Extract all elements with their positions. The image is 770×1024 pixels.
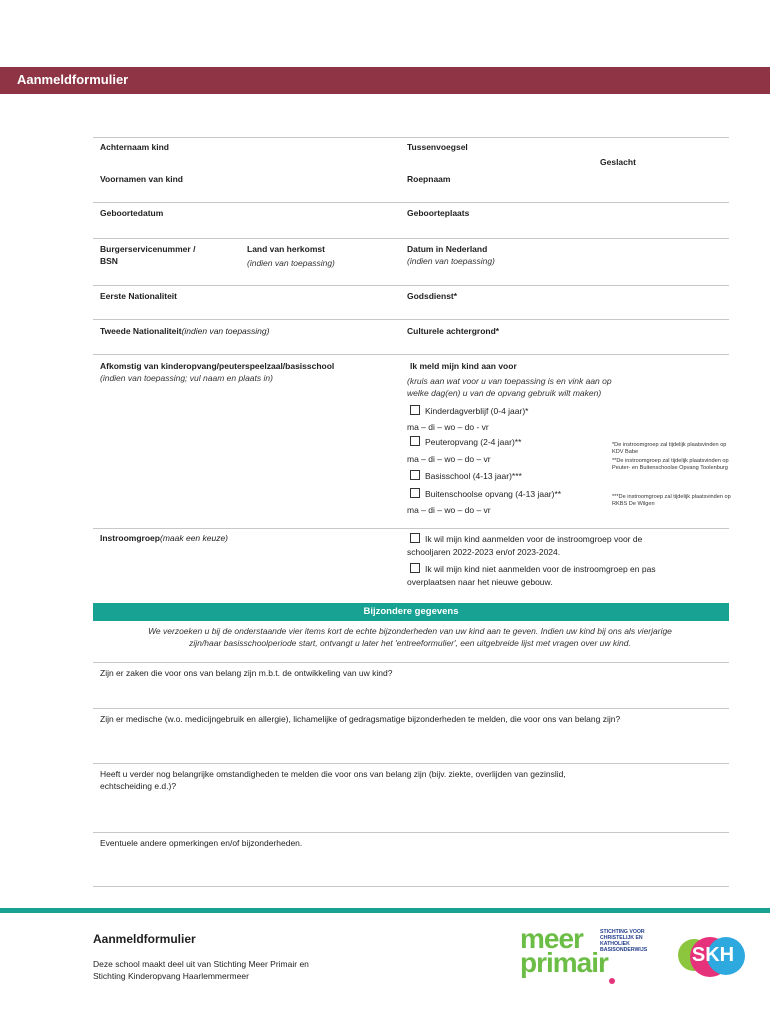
footer-text-2: Stichting Kinderopvang Haarlemmermeer [93, 971, 249, 981]
label-achternaam: Achternaam kind [100, 142, 169, 152]
label-eerste-nationaliteit: Eerste Nationaliteit [100, 291, 177, 301]
label-bsn: Burgerservicenummer / [100, 244, 196, 254]
footer-text-1: Deze school maakt deel uit van Stichting Meer Primair en [93, 959, 309, 969]
checkbox-bso[interactable] [410, 488, 420, 498]
label-bsn-2: BSN [100, 256, 118, 266]
label-geboorteplaats: Geboorteplaats [407, 208, 470, 218]
divider [93, 832, 729, 833]
label-tweede-nationaliteit-text: Tweede Nationaliteit [100, 326, 182, 336]
divider [93, 662, 729, 663]
aanmelden-note: (kruis aan wat voor u van toepassing is en vink aan op [407, 376, 612, 386]
logo-stichting-text [600, 929, 647, 953]
footer-line [0, 908, 770, 913]
divider [93, 137, 729, 138]
days-bso[interactable]: ma – di – wo – do – vr [407, 505, 491, 515]
option-basisschool: Basisschool (4-13 jaar)*** [425, 471, 522, 481]
question-3-line-1: Heeft u verder nog belangrijke omstandigheden te melden die voor ons van belang zijn (bijv. ziekte, overlijden van gezinslid, [100, 769, 566, 779]
checkbox-instroom-nee[interactable] [410, 563, 420, 573]
label-tweede-nationaliteit-note: (indien van toepassing) [181, 326, 270, 336]
question-2: Zijn er medische (w.o. medicijngebruik en allergie), lichamelijke of gedragsmatige bijzonderheden te melden, die voor ons van belang zijn? [100, 714, 621, 724]
checkbox-kinderdagverblijf[interactable] [410, 405, 420, 415]
section-intro [100, 625, 720, 649]
option-bso: Buitenschoolse opvang (4-13 jaar)** [425, 489, 562, 499]
divider [93, 354, 729, 355]
question-3 [100, 768, 720, 792]
label-tweede-nationaliteit [100, 326, 269, 336]
logo-primair: primair [520, 947, 608, 978]
section-title: Bijzondere gegevens [363, 606, 459, 617]
question-1: Zijn er zaken die voor ons van belang zijn m.b.t. de ontwikkeling van uw kind? [100, 668, 393, 678]
label-instroomgroep-text: Instroomgroep [100, 533, 160, 543]
divider [93, 528, 729, 529]
logo-line-4: BASISONDERWIJS [600, 947, 648, 953]
label-roepnaam: Roepnaam [407, 174, 451, 184]
option-instroom-nee: Ik wil mijn kind niet aanmelden voor de instroomgroep en pas [425, 564, 656, 574]
page-title: Aanmeldformulier [17, 72, 129, 87]
option-kinderdagverblijf: Kinderdagverblijf (0-4 jaar)* [425, 406, 529, 416]
checkbox-peuteropvang[interactable] [410, 436, 420, 446]
section-intro-2: zijn/haar basisschoolperiode start, ontvangt u later het 'entreeformulier', een uitgebreide lijst met vragen over uw kind. [189, 638, 631, 648]
option-instroom-ja-2: schooljaren 2022-2023 en/of 2023-2024. [407, 547, 561, 557]
divider [93, 285, 729, 286]
label-datum-nl-note: (indien van toepassing) [407, 256, 495, 266]
question-4: Eventuele andere opmerkingen en/of bijzonderheden. [100, 838, 303, 848]
label-geboortedatum: Geboortedatum [100, 208, 164, 218]
divider [93, 238, 729, 239]
logo-meer: meer [520, 923, 583, 954]
aanmelden-note-2: welke dag(en) u van de opvang gebruik wilt maken) [407, 388, 602, 398]
label-aanmelden: Ik meld mijn kind aan voor [410, 361, 517, 371]
footnote-3: ***De instroomgroep zal tijdelijk plaatsvinden op RKBS De Wilgen [612, 494, 731, 507]
footnote-2: **De instroomgroep zal tijdelijk plaatsvinden op Peuter- en Buitenschoolse Opvang Toolenburg [612, 458, 729, 471]
label-culturele-achtergrond: Culturele achtergrond* [407, 326, 500, 336]
logo-dot-icon [609, 978, 615, 984]
label-instroomgroep-note: (maak een keuze) [159, 533, 229, 543]
label-tussenvoegsel: Tussenvoegsel [407, 142, 468, 152]
logo-line-1: STICHTING VOOR [600, 929, 645, 935]
logo-line-2: CHRISTELIJK EN [600, 935, 643, 941]
label-afkomstig-note: (indien van toepassing; vul naam en plaats in) [100, 373, 273, 383]
option-instroom-ja: Ik wil mijn kind aanmelden voor de instroomgroep voor de [425, 534, 643, 544]
divider [93, 886, 729, 887]
section-intro-1: We verzoeken u bij de onderstaande vier items kort de echte bijzonderheden van uw kind aan te geven. Indien uw kind bij ons als vierjarige [148, 626, 672, 636]
skh-logo-text: SKH [691, 944, 735, 966]
label-land-note: (indien van toepassing) [247, 258, 335, 268]
label-datum-nl: Datum in Nederland [407, 244, 488, 254]
option-instroom-nee-2: overplaatsen naar het nieuwe gebouw. [407, 577, 553, 587]
divider [93, 202, 729, 203]
checkbox-basisschool[interactable] [410, 470, 420, 480]
label-afkomstig: Afkomstig van kinderopvang/peuterspeelzaal/basisschool [100, 361, 335, 371]
question-3-line-2: echtscheiding e.d.)? [100, 781, 177, 791]
label-voornamen: Voornamen van kind [100, 174, 183, 184]
divider [93, 708, 729, 709]
days-peuteropvang[interactable]: ma – di – wo – do – vr [407, 454, 491, 464]
label-godsdienst: Godsdienst* [407, 291, 458, 301]
option-peuteropvang: Peuteropvang (2-4 jaar)** [425, 437, 522, 447]
checkbox-instroom-ja[interactable] [410, 533, 420, 543]
logo-line-3: KATHOLIEK [600, 941, 630, 947]
label-geslacht: Geslacht [600, 157, 636, 167]
skh-logo [676, 932, 746, 980]
days-kinderdagverblijf[interactable]: ma – di – wo – do - vr [407, 422, 489, 432]
footnote-1: *De instroomgroep zal tijdelijk plaatsvinden op KDV Babe [612, 442, 727, 455]
footer-title: Aanmeldformulier [93, 932, 196, 946]
divider [93, 319, 729, 320]
label-instroomgroep [100, 533, 228, 543]
meer-primair-logo [520, 923, 660, 984]
label-land: Land van herkomst [247, 244, 325, 254]
footer-text [93, 958, 373, 982]
divider [93, 763, 729, 764]
